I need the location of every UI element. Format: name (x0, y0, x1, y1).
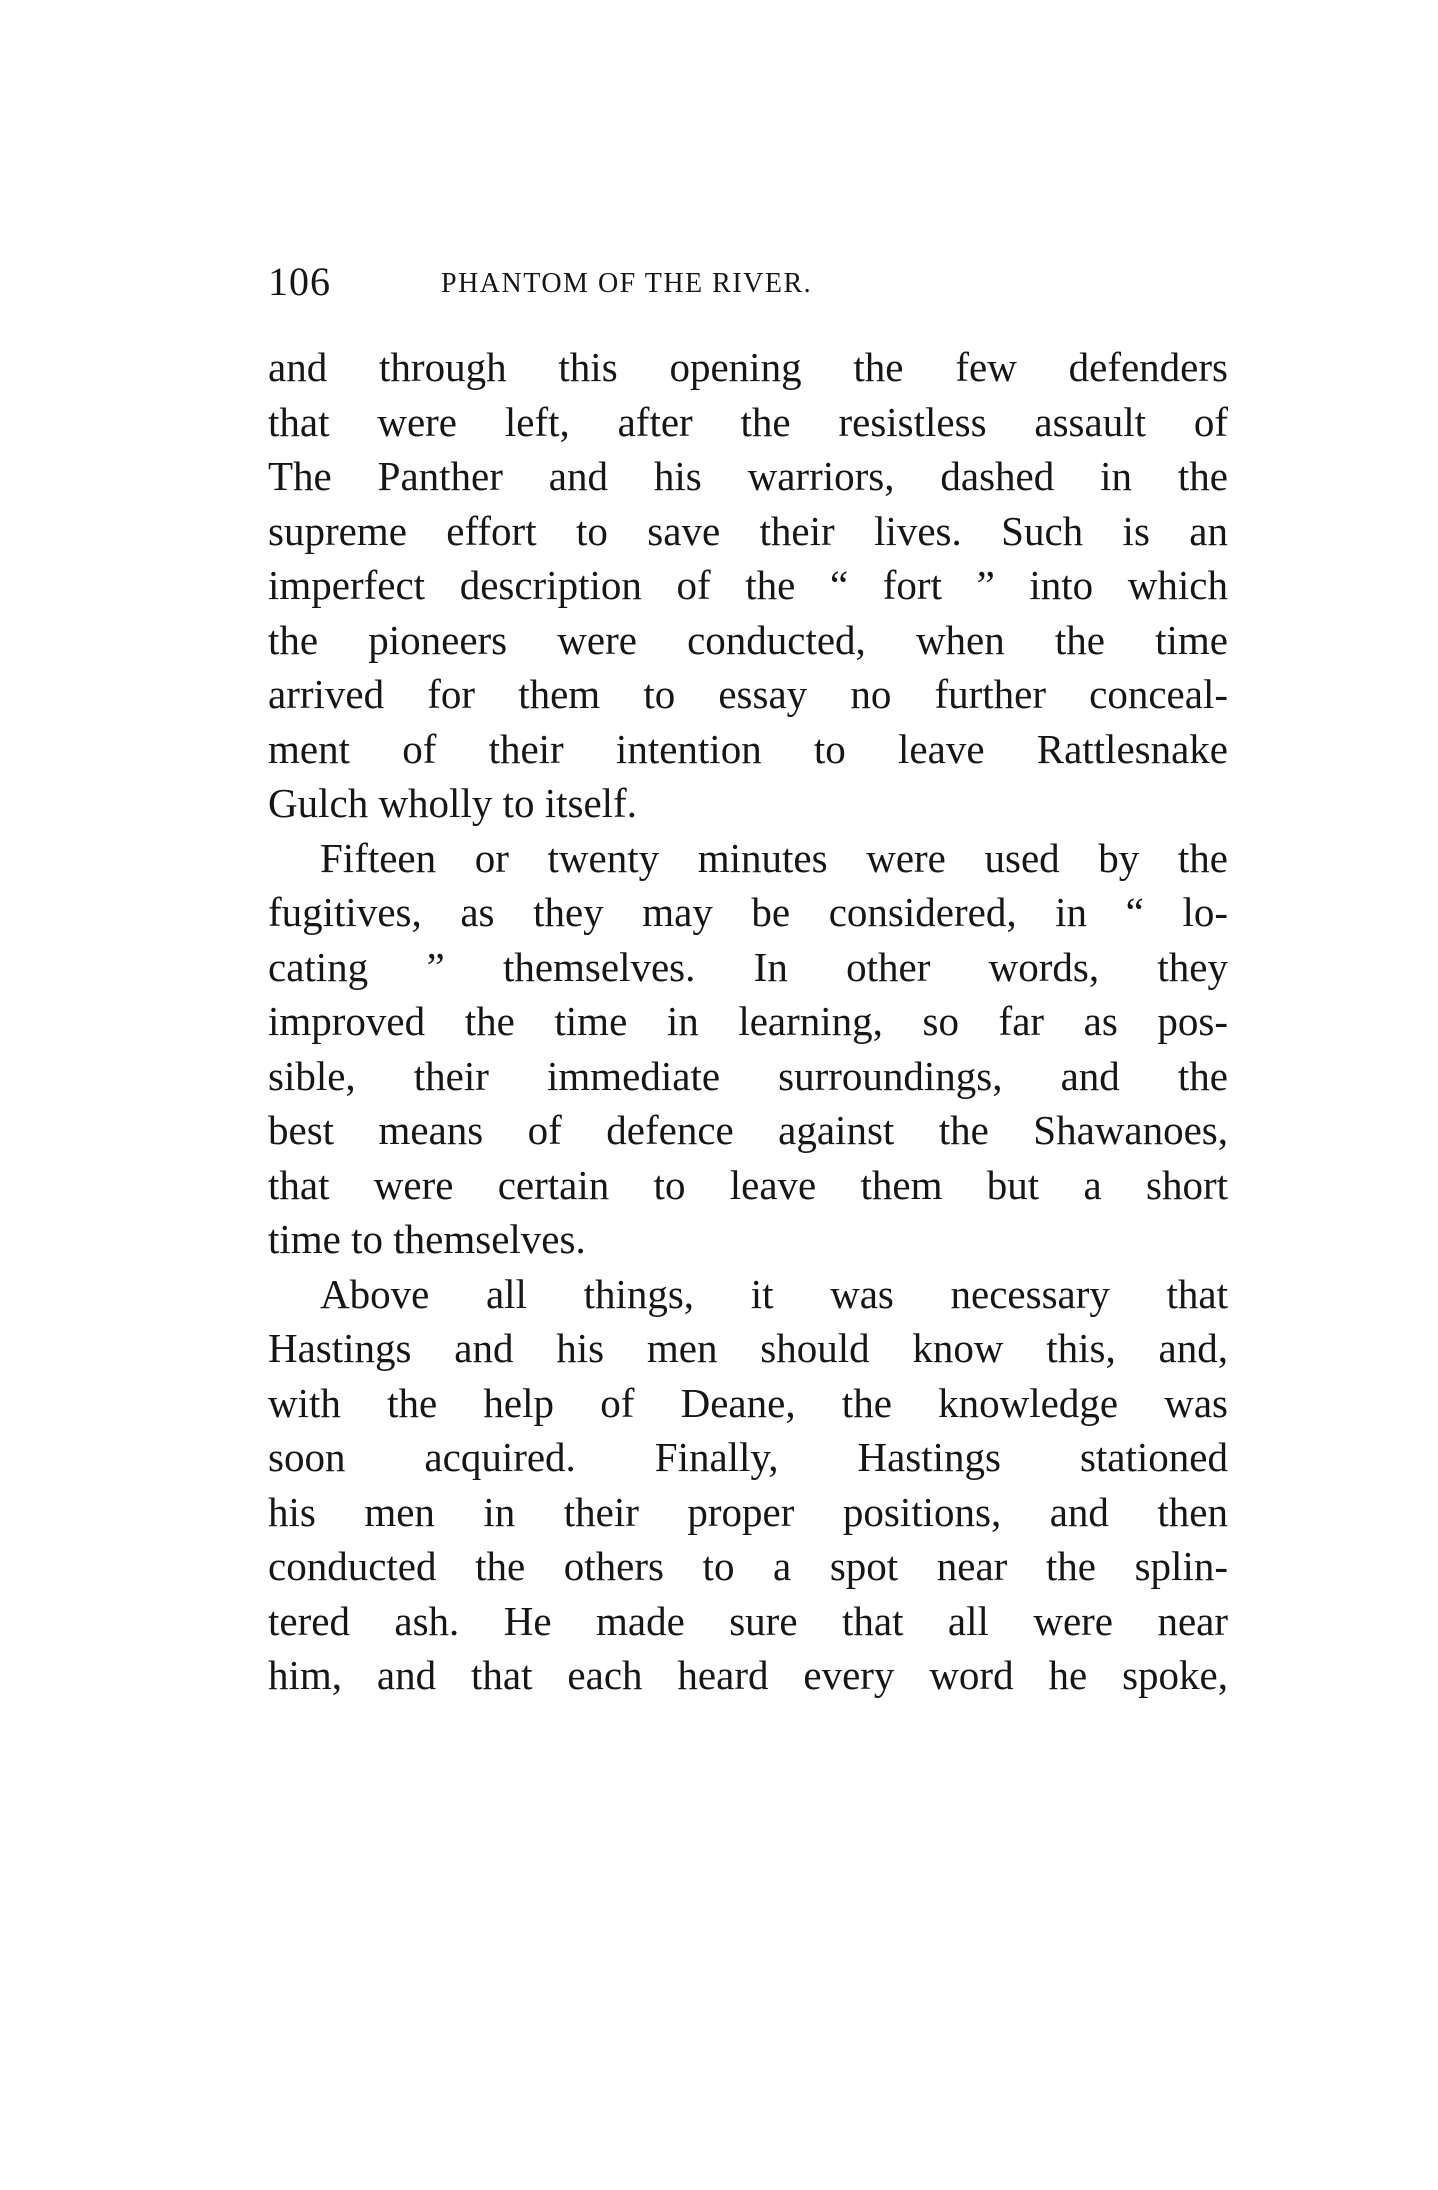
text-line: ment of their intention to leave Rattlesnake (268, 725, 1228, 772)
text-line: Hastings and his men should know this, and, (268, 1325, 1228, 1371)
text-line: cating ” themselves. In other words, they (268, 943, 1228, 990)
page-header (268, 258, 1228, 318)
text-line: tered ash. He made sure that all were near (268, 1597, 1228, 1644)
text-line: soon acquired. Finally, Hastings stationed (268, 1434, 1228, 1480)
text-line: the pioneers were conducted, when the time (268, 616, 1228, 663)
text-line: him, and that each heard every word he spoke, (268, 1652, 1228, 1698)
text-line: that were left, after the resistless assault of (268, 398, 1228, 445)
text-line: his men in their proper positions, and then (268, 1488, 1228, 1535)
text-line: sible, their immediate surroundings, and the (268, 1052, 1228, 1099)
body-text (268, 340, 1228, 1703)
text-line: improved the time in learning, so far as pos- (268, 998, 1228, 1044)
text-line: Fifteen or twenty minutes were used by the (320, 834, 1228, 881)
paragraph (268, 831, 1228, 1267)
page-number: 106 (268, 259, 331, 304)
text-line: The Panther and his warriors, dashed in the (268, 453, 1228, 499)
text-line: conducted the others to a spot near the splin- (268, 1543, 1228, 1589)
text-line: that were certain to leave them but a short (268, 1161, 1228, 1208)
text-line: time to themselves. (268, 1216, 586, 1262)
paragraph (268, 340, 1228, 831)
text-line: with the help of Deane, the knowledge was (268, 1379, 1228, 1426)
text-line: arrived for them to essay no further conceal- (268, 671, 1228, 717)
text-line: and through this opening the few defenders (268, 344, 1228, 390)
paragraph (268, 1267, 1228, 1703)
text-line: fugitives, as they may be considered, in “ lo- (268, 889, 1228, 935)
text-line: Above all things, it was necessary that (320, 1270, 1228, 1317)
running-head: PHANTOM OF THE RIVER. (441, 268, 813, 299)
text-line: supreme effort to save their lives. Such is an (268, 507, 1228, 554)
text-line: Gulch wholly to itself. (268, 780, 637, 826)
text-line: imperfect description of the “ fort ” into which (268, 562, 1228, 608)
text-line: best means of defence against the Shawanoes, (268, 1107, 1228, 1153)
